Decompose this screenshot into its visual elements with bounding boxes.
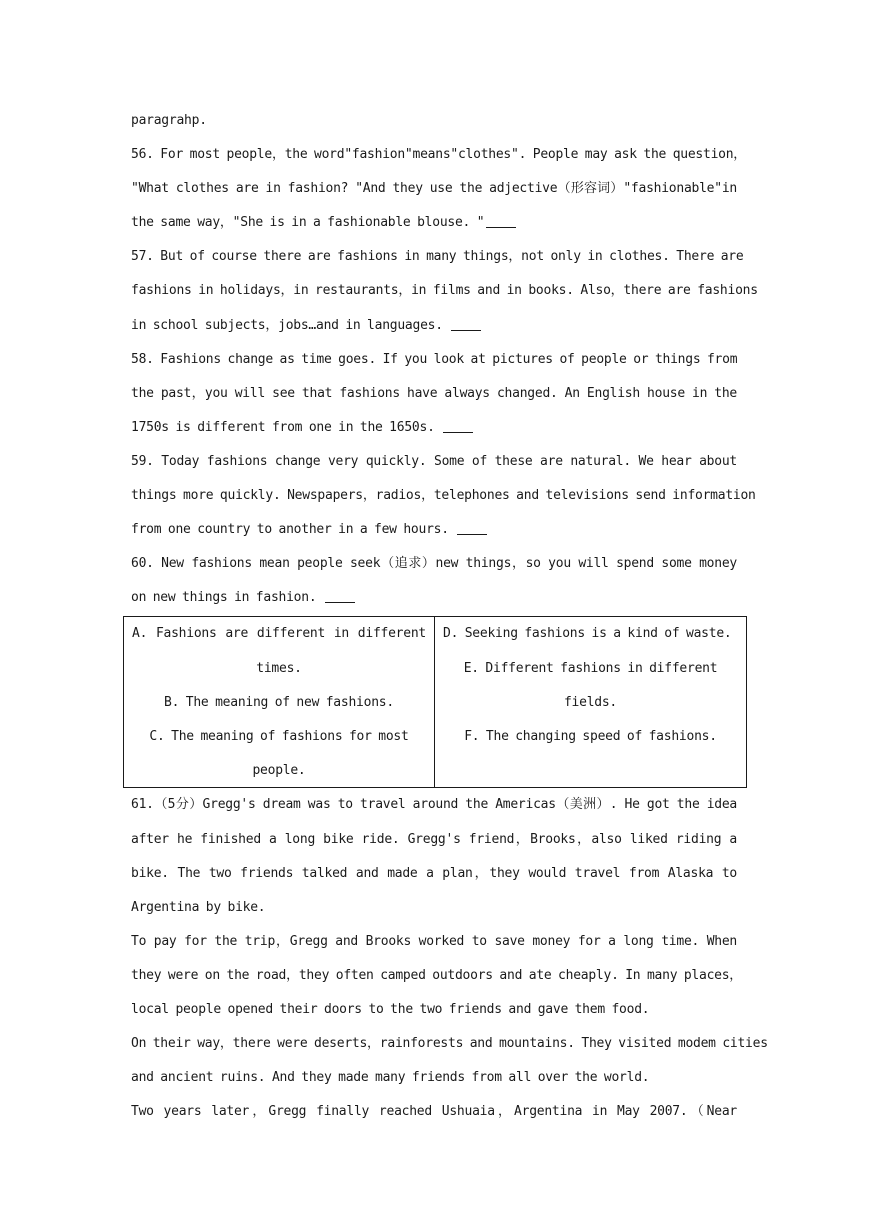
answer-blank-57[interactable]: [451, 316, 481, 331]
option-d: D. Seeking fashions is a kind of waste.: [443, 626, 732, 642]
question-61-line: 61.（5分）Gregg's dream was to travel around the Americas（美洲）. He got the idea: [131, 797, 737, 813]
question-59-line-last: [131, 513, 737, 547]
question-56-line: "What clothes are in fashion? "And they use the adjective（形容词）"fashionable"in: [131, 181, 737, 197]
question-61-line: Argentina by bike.: [131, 899, 266, 915]
question-56-text: the same way，"She is in a fashionable blouse. ": [131, 215, 485, 231]
question-57-line: 57. But of course there are fashions in many things，not only in clothes. There are: [131, 249, 744, 265]
text-line: paragrahp.: [131, 113, 207, 128]
options-left-column: [124, 617, 435, 787]
question-61-block: [131, 788, 768, 1129]
passage-line: local people opened their doors to the two friends and gave them food.: [131, 1001, 650, 1017]
question-58-line: the past，you will see that fashions have always changed. An English house in the: [131, 385, 737, 401]
question-60-line-last: [131, 581, 737, 615]
question-58-line-last: [131, 411, 737, 445]
passage-line: they were on the road，they often camped outdoors and ate cheaply. In many places，: [131, 967, 743, 983]
question-57-line-last: [131, 309, 737, 343]
option-b: B. The meaning of new fashions.: [164, 694, 394, 710]
answer-blank-59[interactable]: [457, 520, 487, 535]
option-c-cont: people.: [252, 762, 306, 778]
question-59-text: from one country to another in a few hours.: [131, 522, 449, 538]
option-e: E. Different fashions in different: [463, 660, 718, 676]
option-c: C. The meaning of fashions for most: [149, 728, 409, 744]
option-a: A. Fashions are different in different: [132, 626, 426, 642]
question-61-line: bike. The two friends talked and made a plan，they would travel from Alaska to: [131, 865, 737, 881]
question-60-text: on new things in fashion.: [131, 590, 317, 606]
question-61-line: after he finished a long bike ride. Gregg's friend，Brooks，also liked riding a: [131, 831, 737, 847]
question-57-text: in school subjects，jobs…and in languages.: [131, 317, 443, 333]
answer-blank-60[interactable]: [325, 588, 355, 603]
question-60-line: 60. New fashions mean people seek（追求）new things，so you will spend some money: [131, 556, 737, 572]
question-56-line-last: [131, 206, 737, 240]
question-56-line: 56. For most people，the word"fashion"means"clothes". People may ask the question，: [131, 147, 747, 163]
passage-line: Two years later，Gregg finally reached Ushuaia，Argentina in May 2007.（Near: [131, 1104, 737, 1120]
options-right-column: [435, 617, 746, 787]
passage-line: and ancient ruins. And they made many friends from all over the world.: [131, 1070, 650, 1086]
passage-line: To pay for the trip，Gregg and Brooks worked to save money for a long time. When: [131, 933, 737, 949]
question-59-line: things more quickly. Newspapers，radios，telephones and televisions send information: [131, 488, 756, 504]
question-58-text: 1750s is different from one in the 1650s.: [131, 419, 435, 435]
option-e-cont: fields.: [563, 694, 618, 710]
question-58-line: 58. Fashions change as time goes. If you look at pictures of people or things from: [131, 351, 738, 367]
option-a-cont: times.: [256, 660, 302, 676]
passage-line: On their way，there were deserts，rainforests and mountains. They visited modem cities: [131, 1036, 768, 1052]
question-57-line: fashions in holidays，in restaurants，in films and in books. Also，there are fashions: [131, 283, 758, 299]
answer-blank-56[interactable]: [486, 213, 516, 228]
document-page: [131, 104, 768, 1129]
option-f: F. The changing speed of fashions.: [464, 728, 717, 744]
options-table: [123, 616, 747, 788]
answer-blank-58[interactable]: [443, 418, 473, 433]
question-59-line: 59. Today fashions change very quickly. Some of these are natural. We hear about: [131, 453, 737, 469]
